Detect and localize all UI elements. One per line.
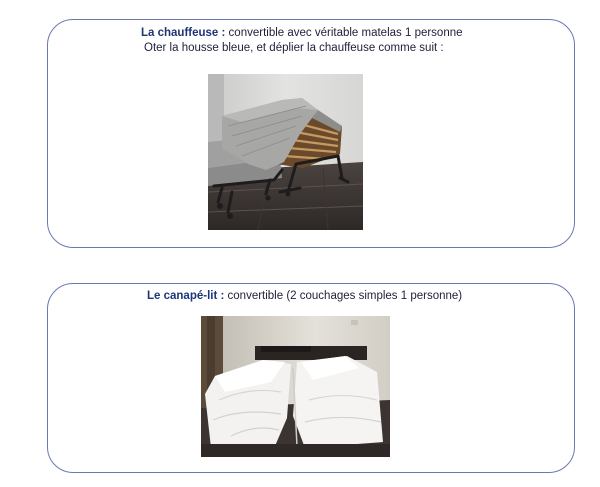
canape-lit-heading-line bbox=[147, 290, 462, 302]
chauffeuse-card bbox=[47, 19, 575, 248]
chauffeuse-instruction: Oter la housse bleue, et déplier la chauffeuse comme suit : bbox=[144, 42, 444, 54]
chauffeuse-description: convertible avec véritable matelas 1 personne bbox=[225, 27, 463, 39]
canape-lit-photo bbox=[201, 316, 390, 457]
canape-lit-description: convertible (2 couchages simples 1 personne) bbox=[224, 290, 463, 302]
canape-lit-card bbox=[47, 283, 575, 473]
chauffeuse-photo bbox=[208, 74, 363, 230]
chauffeuse-heading-line bbox=[141, 27, 463, 39]
chauffeuse-title: La chauffeuse : bbox=[141, 27, 226, 39]
canape-lit-title: Le canapé-lit : bbox=[147, 290, 225, 302]
